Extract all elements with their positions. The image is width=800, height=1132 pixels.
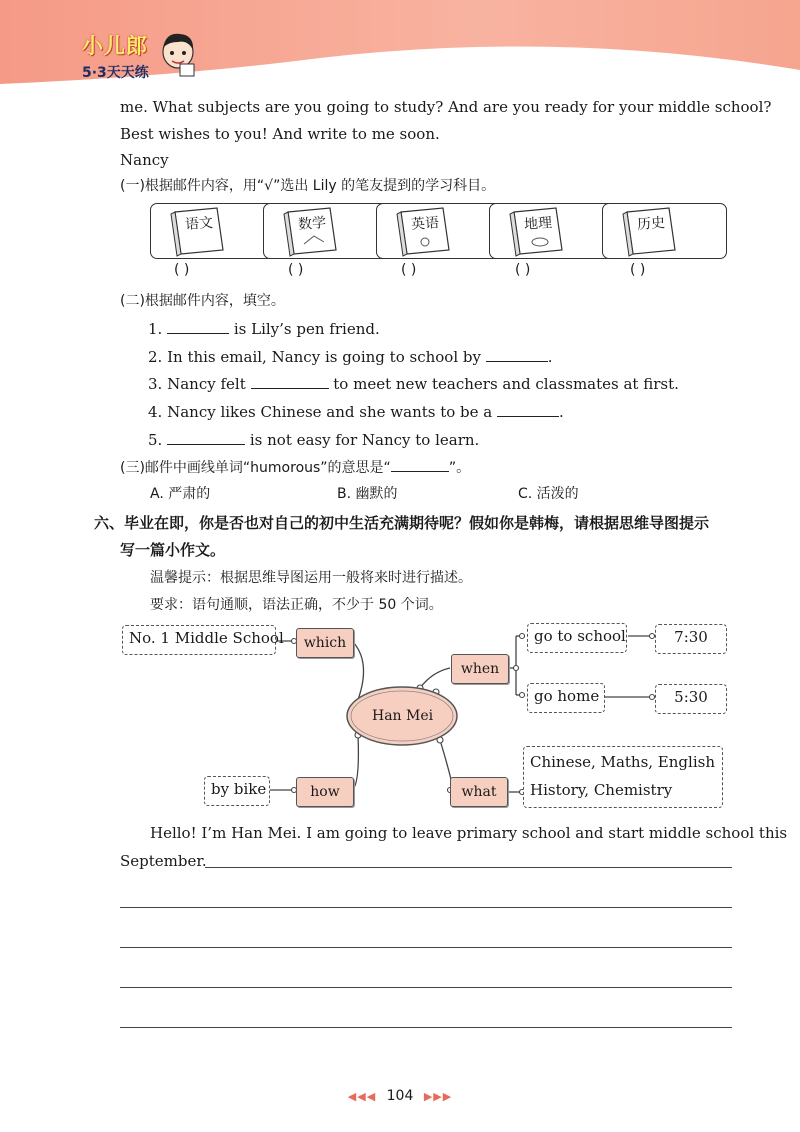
page-footer (0, 1088, 800, 1104)
item-text: Nancy likes Chinese and she wants to be a (167, 403, 498, 421)
mindmap-when-item-2: go home (527, 683, 605, 713)
series-name: 5·3天天练 (82, 65, 149, 81)
item-text: . (559, 403, 564, 421)
mindmap-node-when: when (451, 654, 509, 684)
subject-label: 地理 (523, 215, 553, 233)
item-number: 3. (148, 375, 163, 393)
writing-intro-line-2: September. (120, 852, 207, 870)
answer-paren-2[interactable]: ( ) (288, 262, 304, 278)
writing-line[interactable] (120, 907, 732, 908)
part3-title-text: (三)邮件中画线单词“humorous”的意思是“ (120, 460, 391, 476)
answer-paren-4[interactable]: ( ) (515, 262, 531, 278)
subject-label: 历史 (636, 215, 666, 233)
answer-paren-5[interactable]: ( ) (630, 262, 646, 278)
part1-title: (一)根据邮件内容，用“√”选出 Lily 的笔友提到的学习科目。 (120, 178, 496, 194)
writing-line[interactable] (120, 1027, 732, 1028)
item-number: 1. (148, 320, 163, 338)
subject-label: 语文 (184, 215, 214, 233)
part3-title-end: ”。 (448, 460, 471, 476)
letter-line-1: me. What subjects are you going to study? And are you ready for your middle school? (120, 98, 772, 116)
item-text: to meet new teachers and classmates at first. (328, 375, 679, 393)
option-a[interactable]: A. 严肃的 (150, 486, 211, 502)
item-number: 2. (148, 348, 163, 366)
item-text: is Lily’s pen friend. (229, 320, 380, 338)
item-text: is not easy for Nancy to learn. (245, 431, 480, 449)
mindmap-when-time-1: 7:30 (655, 624, 727, 654)
item-text: . (547, 348, 553, 366)
mindmap-what-line-1: Chinese, Maths, English (530, 753, 715, 771)
letter-signature: Nancy (120, 151, 169, 169)
mindmap-when-item-1: go to school (527, 623, 627, 653)
right-arrows-icon: ▶▶▶ (423, 1090, 453, 1103)
brand-name: 小儿郎 (82, 34, 148, 58)
writing-line[interactable] (120, 987, 732, 988)
answer-paren-1[interactable]: ( ) (174, 262, 190, 278)
mindmap-center: Han Mei (372, 708, 434, 724)
answer-paren-3[interactable]: ( ) (401, 262, 417, 278)
mindmap-what-value (523, 746, 723, 808)
page-number: 104 (386, 1088, 414, 1104)
section6-title-line2: 写一篇小作文。 (120, 541, 226, 559)
part2-title: (二)根据邮件内容，填空。 (120, 293, 285, 309)
item-text: In this email, Nancy is going to school by (167, 348, 486, 366)
item-text: Nancy felt (167, 375, 251, 393)
writing-intro-line-1: Hello! I’m Han Mei. I am going to leave primary school and start middle school this (150, 824, 788, 842)
section6-title-line1: 六、毕业在即，你是否也对自己的初中生活充满期待呢？假如你是韩梅，请根据思维导图提示 (94, 514, 710, 532)
section6-requirement: 要求：语句通顺，语法正确，不少于 50 个词。 (150, 597, 443, 613)
mindmap-which-value: No. 1 Middle School (122, 625, 276, 655)
subject-label: 数学 (297, 215, 327, 233)
mindmap-node-what: what (450, 777, 508, 807)
mindmap-when-time-2: 5:30 (655, 684, 727, 714)
mindmap-how-value: by bike (204, 776, 270, 806)
mindmap-node-how: how (296, 777, 354, 807)
writing-line[interactable] (205, 867, 732, 868)
option-c[interactable]: C. 活泼的 (518, 486, 579, 502)
mindmap-what-line-2: History, Chemistry (530, 781, 673, 799)
left-arrows-icon: ◀◀◀ (347, 1090, 377, 1103)
subject-label: 英语 (410, 215, 440, 233)
option-b[interactable]: B. 幽默的 (337, 486, 398, 502)
item-number: 4. (148, 403, 163, 421)
mindmap-node-which: which (296, 628, 354, 658)
item-number: 5. (148, 431, 163, 449)
section6-tip: 温馨提示：根据思维导图运用一般将来时进行描述。 (150, 570, 472, 586)
writing-line[interactable] (120, 947, 732, 948)
letter-line-2: Best wishes to you! And write to me soon. (120, 125, 440, 143)
